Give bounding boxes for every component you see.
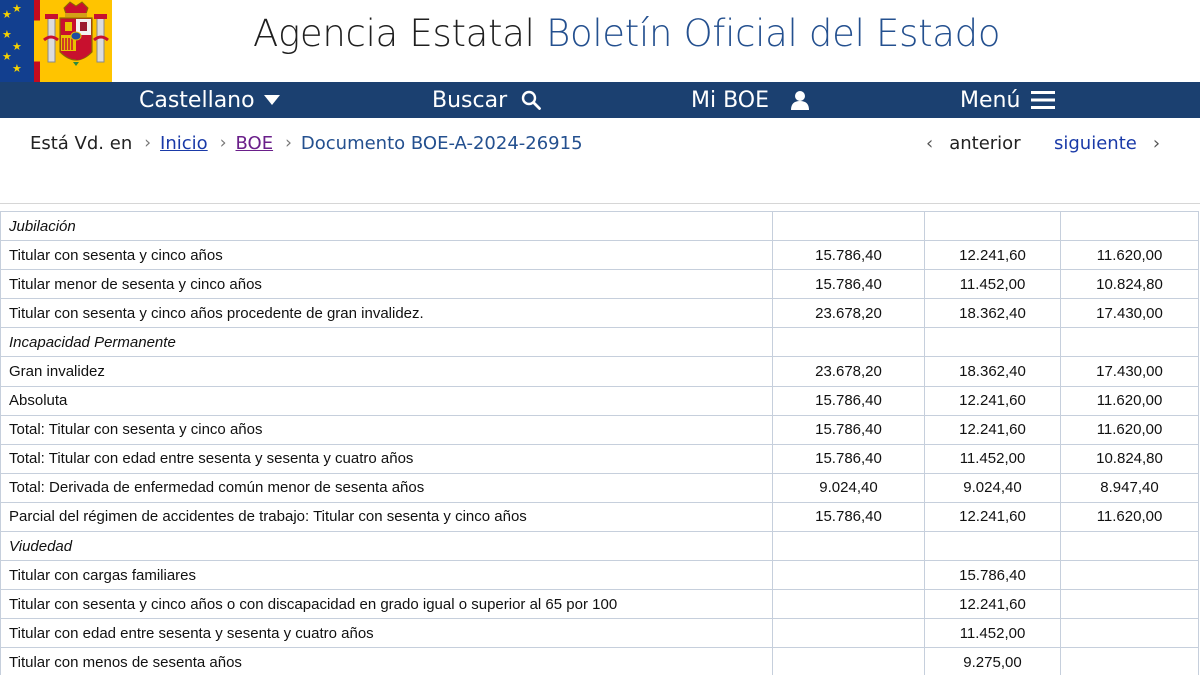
caret-down-icon	[263, 94, 281, 106]
site-header	[0, 0, 1200, 82]
amount-cell-col1	[773, 648, 925, 675]
chevron-right-icon: ›	[285, 133, 292, 153]
amount-cell-col1: 9.024,40	[773, 473, 925, 502]
table-row	[1, 648, 1199, 675]
table-row	[1, 386, 1199, 415]
search-label: Buscar	[432, 87, 508, 113]
amount-cell-col3: 11.620,00	[1061, 241, 1199, 270]
breadcrumb-home-link[interactable]: Inicio	[160, 132, 208, 154]
amount-cell-col3	[1061, 590, 1199, 619]
menu-button[interactable]	[960, 82, 1055, 118]
amount-cell-col2	[925, 328, 1061, 357]
amount-cell-col2: 11.452,00	[925, 444, 1061, 473]
amount-cell-col2: 12.241,60	[925, 590, 1061, 619]
amount-cell-col3	[1061, 648, 1199, 675]
amount-cell-col3: 17.430,00	[1061, 299, 1199, 328]
section-title: Jubilación	[1, 212, 773, 241]
amount-cell-col3: 8.947,40	[1061, 473, 1199, 502]
row-label: Titular con menos de sesenta años	[1, 648, 773, 675]
main-navbar	[0, 82, 1200, 118]
breadcrumb-prefix: Está Vd. en	[30, 132, 133, 154]
amount-cell-col3: 10.824,80	[1061, 270, 1199, 299]
row-label: Titular con sesenta y cinco años o con discapacidad en grado igual o superior al 65 por 100	[1, 590, 773, 619]
amount-cell-col2: 12.241,60	[925, 241, 1061, 270]
table-row	[1, 241, 1199, 270]
section-title: Viudedad	[1, 532, 773, 561]
breadcrumb	[30, 130, 583, 156]
row-label: Titular menor de sesenta y cinco años	[1, 270, 773, 299]
eu-flag-icon: ★ ★ ★ ★ ★ ★	[0, 0, 34, 82]
table-row	[1, 444, 1199, 473]
section-header-row	[1, 212, 1199, 241]
next-link[interactable]	[1054, 130, 1160, 156]
amount-cell-col2: 9.275,00	[925, 648, 1061, 675]
pension-table-container	[0, 203, 1200, 675]
amount-cell-col1	[773, 590, 925, 619]
chevron-left-icon: ‹	[926, 132, 934, 154]
row-label: Total: Titular con edad entre sesenta y sesenta y cuatro años	[1, 444, 773, 473]
amount-cell-col2: 11.452,00	[925, 619, 1061, 648]
amount-cell-col3	[1061, 619, 1199, 648]
amount-cell-col1: 15.786,40	[773, 270, 925, 299]
amount-cell-col2: 18.362,40	[925, 299, 1061, 328]
amount-cell-col2: 15.786,40	[925, 561, 1061, 590]
language-selector[interactable]	[139, 82, 281, 118]
chevron-right-icon: ›	[1152, 132, 1161, 154]
site-title-agency: Agencia Estatal	[253, 12, 535, 55]
amount-cell-col2: 9.024,40	[925, 473, 1061, 502]
section-header-row	[1, 532, 1199, 561]
table-row	[1, 270, 1199, 299]
amount-cell-col3: 10.824,80	[1061, 444, 1199, 473]
amount-cell-col3: 17.430,00	[1061, 357, 1199, 386]
amount-cell-col3	[1061, 212, 1199, 241]
pension-table	[0, 211, 1199, 675]
amount-cell-col3	[1061, 328, 1199, 357]
table-row	[1, 561, 1199, 590]
amount-cell-col2: 18.362,40	[925, 357, 1061, 386]
amount-cell-col2: 11.452,00	[925, 270, 1061, 299]
table-row	[1, 415, 1199, 444]
amount-cell-col1	[773, 561, 925, 590]
my-boe-button[interactable]	[691, 82, 809, 118]
menu-label: Menú	[960, 87, 1021, 113]
amount-cell-col3: 11.620,00	[1061, 386, 1199, 415]
section-header-row	[1, 328, 1199, 357]
row-label: Total: Derivada de enfermedad común menor de sesenta años	[1, 473, 773, 502]
amount-cell-col3	[1061, 532, 1199, 561]
my-boe-label: Mi BOE	[691, 87, 770, 113]
amount-cell-col1: 15.786,40	[773, 386, 925, 415]
site-title[interactable]	[253, 12, 1000, 55]
language-label: Castellano	[139, 87, 255, 113]
breadcrumb-current: Documento BOE-A-2024-26915	[300, 132, 583, 154]
chevron-right-icon: ›	[144, 133, 152, 153]
amount-cell-col1: 23.678,20	[773, 299, 925, 328]
row-label: Titular con sesenta y cinco años procedente de gran invalidez.	[1, 299, 773, 328]
section-title: Incapacidad Permanente	[1, 328, 773, 357]
amount-cell-col1	[773, 212, 925, 241]
amount-cell-col2: 12.241,60	[925, 502, 1061, 531]
table-row	[1, 502, 1199, 531]
previous-label: anterior	[949, 132, 1021, 154]
row-label: Titular con sesenta y cinco años	[1, 241, 773, 270]
table-row	[1, 473, 1199, 502]
previous-link[interactable]	[926, 130, 1021, 156]
row-label: Absoluta	[1, 386, 773, 415]
row-label: Titular con edad entre sesenta y sesenta y cuatro años	[1, 619, 773, 648]
table-row	[1, 357, 1199, 386]
table-row	[1, 590, 1199, 619]
row-label: Total: Titular con sesenta y cinco años	[1, 415, 773, 444]
site-title-boe: Boletín Oficial del Estado	[546, 12, 1001, 55]
amount-cell-col2: 12.241,60	[925, 415, 1061, 444]
coat-of-arms-icon	[40, 0, 112, 82]
amount-cell-col2	[925, 212, 1061, 241]
amount-cell-col3: 11.620,00	[1061, 415, 1199, 444]
amount-cell-col2	[925, 532, 1061, 561]
hamburger-icon	[1031, 90, 1055, 110]
user-icon	[791, 90, 809, 110]
row-label: Titular con cargas familiares	[1, 561, 773, 590]
amount-cell-col3	[1061, 561, 1199, 590]
breadcrumb-boe-link[interactable]: BOE	[235, 132, 274, 154]
row-label: Parcial del régimen de accidentes de trabajo: Titular con sesenta y cinco años	[1, 502, 773, 531]
amount-cell-col1	[773, 532, 925, 561]
spain-eu-logo[interactable]	[0, 0, 112, 82]
table-row	[1, 619, 1199, 648]
amount-cell-col1	[773, 328, 925, 357]
amount-cell-col1: 15.786,40	[773, 241, 925, 270]
amount-cell-col1: 23.678,20	[773, 357, 925, 386]
amount-cell-col1: 15.786,40	[773, 444, 925, 473]
search-icon	[521, 90, 541, 110]
amount-cell-col1: 15.786,40	[773, 415, 925, 444]
search-button[interactable]	[432, 82, 541, 118]
amount-cell-col1	[773, 619, 925, 648]
next-label: siguiente	[1054, 132, 1137, 154]
chevron-right-icon: ›	[219, 133, 227, 153]
amount-cell-col1: 15.786,40	[773, 502, 925, 531]
row-label: Gran invalidez	[1, 357, 773, 386]
amount-cell-col3: 11.620,00	[1061, 502, 1199, 531]
amount-cell-col2: 12.241,60	[925, 386, 1061, 415]
table-row	[1, 299, 1199, 328]
